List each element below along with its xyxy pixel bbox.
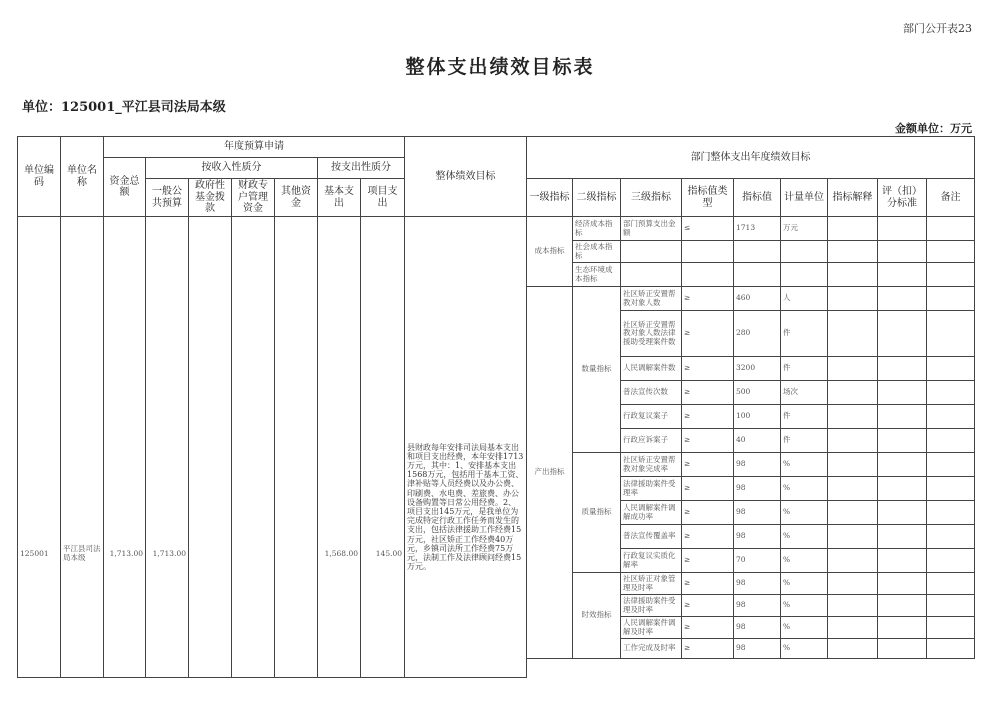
special-cell <box>232 217 275 678</box>
level3-cell: 法律援助案件受理率 <box>621 477 682 501</box>
value-cell: 98 <box>734 617 781 639</box>
header-group: 部门整体支出年度绩效目标 <box>527 137 975 179</box>
level3-cell: 社区矫正对象管理及时率 <box>621 573 682 595</box>
value-cell: 40 <box>734 429 781 453</box>
table-row <box>527 241 975 263</box>
unit-cell: % <box>781 453 828 477</box>
header-value: 指标值 <box>734 179 781 217</box>
value-cell: 500 <box>734 381 781 405</box>
unit-cell: 件 <box>781 311 828 357</box>
level1-output: 产出指标 <box>527 287 573 659</box>
value-type-cell: ≥ <box>682 405 734 429</box>
level3-cell: 社区矫正安置帮教对象人数法律援助受理案件数 <box>621 311 682 357</box>
level3-cell: 普法宣传覆盖率 <box>621 525 682 549</box>
value-cell: 98 <box>734 525 781 549</box>
unit-cell: 人 <box>781 287 828 311</box>
score-cell <box>878 217 927 241</box>
value-cell: 98 <box>734 453 781 477</box>
value-cell: 1713 <box>734 217 781 241</box>
level3-cell: 法律援助案件受理及时率 <box>621 595 682 617</box>
level3-cell: 人民调解案件数 <box>621 357 682 381</box>
unit-label: 单位：125001_平江县司法局本级 <box>22 100 226 115</box>
header-value-type: 指标值类型 <box>682 179 734 217</box>
header-unit-code: 单位编码 <box>18 137 61 217</box>
level2-cell: 经济成本指标 <box>573 217 621 241</box>
level3-cell: 人民调解案件调解及时率 <box>621 617 682 639</box>
unit-cell: % <box>781 595 828 617</box>
value-cell: 98 <box>734 595 781 617</box>
unit-name-cell: 平江县司法局本级 <box>61 217 104 678</box>
table-row <box>527 453 975 477</box>
unit-cell: 件 <box>781 357 828 381</box>
header-unit-name: 单位名称 <box>61 137 104 217</box>
table-row <box>527 287 975 311</box>
general-cell: 1,713.00 <box>146 217 189 678</box>
header-explain: 指标解释 <box>828 179 878 217</box>
unit-cell: % <box>781 501 828 525</box>
value-type-cell: ≥ <box>682 525 734 549</box>
table-row <box>527 573 975 595</box>
unit-cell: % <box>781 525 828 549</box>
unit-cell: % <box>781 617 828 639</box>
value-type-cell: ≥ <box>682 477 734 501</box>
value-type-cell: ≥ <box>682 595 734 617</box>
header-gov-fund: 政府性基金拨款 <box>189 179 232 217</box>
unit-cell: % <box>781 549 828 573</box>
table-number: 部门公开表23 <box>903 22 972 35</box>
header-total: 资金总额 <box>104 158 146 217</box>
page-title: 整体支出绩效目标表 <box>405 56 595 78</box>
unit-cell: % <box>781 477 828 501</box>
unit-cell: 万元 <box>781 217 828 241</box>
value-type-cell: ≥ <box>682 453 734 477</box>
table-row <box>527 217 975 241</box>
value-cell: 100 <box>734 405 781 429</box>
header-special: 财政专户管理资金 <box>232 179 275 217</box>
level3-cell: 工作完成及时率 <box>621 639 682 659</box>
budget-table <box>17 136 527 678</box>
header-level1: 一级指标 <box>527 179 573 217</box>
unit-cell: 件 <box>781 429 828 453</box>
value-cell: 280 <box>734 311 781 357</box>
level3-cell: 社区矫正安置帮教对象人数 <box>621 287 682 311</box>
level3-cell: 人民调解案件调解成功率 <box>621 501 682 525</box>
basic-cell: 1,568.00 <box>318 217 361 678</box>
value-type-cell: ≥ <box>682 639 734 659</box>
gov-fund-cell <box>189 217 232 678</box>
level2-timeliness: 时效指标 <box>573 573 621 659</box>
header-by-expense: 按支出性质分 <box>318 158 405 179</box>
value-type-cell: ≥ <box>682 549 734 573</box>
value-type-cell: ≥ <box>682 429 734 453</box>
goal-text-cell: 县财政每年安排司法局基本支出和项目支出经费，本年安排1713万元，其中：1、安排基本支出1568万元，包括用于基本工资、津补贴等人员经费以及办公费、印刷费、水电费、差旅费、办公设备购置等日常公用经费。2、项目支出145万元，是我单位为完成特定行政工作任务而发生的支出，包括法律援助工作经费15万元，社区矫正工作经费40万元，乡镇司法所工作经费75万元，法制工作及法律顾问经费15万元。 <box>405 217 527 678</box>
performance-table <box>526 136 975 659</box>
level3-cell: 普法宣传次数 <box>621 381 682 405</box>
table-row <box>527 263 975 287</box>
value-type-cell: ≥ <box>682 501 734 525</box>
level3-cell: 部门预算支出金额 <box>621 217 682 241</box>
value-type-cell: ≥ <box>682 287 734 311</box>
header-basic: 基本支出 <box>318 179 361 217</box>
header-unit: 计量单位 <box>781 179 828 217</box>
level3-cell: 社区矫正安置帮教对象完成率 <box>621 453 682 477</box>
header-remark: 备注 <box>927 179 975 217</box>
value-cell: 70 <box>734 549 781 573</box>
level2-quantity: 数量指标 <box>573 287 621 453</box>
value-type-cell: ≥ <box>682 573 734 595</box>
value-cell: 98 <box>734 477 781 501</box>
level3-cell: 行政应诉案子 <box>621 429 682 453</box>
value-type-cell: ≥ <box>682 311 734 357</box>
unit-code-cell: 125001 <box>18 217 61 678</box>
value-type-cell: ≥ <box>682 617 734 639</box>
value-cell: 98 <box>734 639 781 659</box>
header-project: 项目支出 <box>361 179 405 217</box>
value-type-cell: ≥ <box>682 357 734 381</box>
remark-cell <box>927 217 975 241</box>
table-row <box>18 217 527 678</box>
header-goal: 整体绩效目标 <box>405 137 527 217</box>
unit-cell: % <box>781 639 828 659</box>
level1-cost: 成本指标 <box>527 217 573 287</box>
amount-unit-label: 金额单位：万元 <box>895 122 972 135</box>
value-type-cell: ≤ <box>682 217 734 241</box>
project-cell: 145.00 <box>361 217 405 678</box>
level3-cell: 行政复议实质化解率 <box>621 549 682 573</box>
explain-cell <box>828 217 878 241</box>
unit-cell: 件 <box>781 405 828 429</box>
level2-quality: 质量指标 <box>573 453 621 573</box>
header-budget-apply: 年度预算申请 <box>104 137 405 158</box>
header-level2: 二级指标 <box>573 179 621 217</box>
value-cell: 98 <box>734 501 781 525</box>
header-general: 一般公共预算 <box>146 179 189 217</box>
header-score: 评（扣）分标准 <box>878 179 927 217</box>
value-type-cell: ≥ <box>682 381 734 405</box>
header-other: 其他资金 <box>275 179 318 217</box>
unit-cell: % <box>781 573 828 595</box>
other-cell <box>275 217 318 678</box>
header-level3: 三级指标 <box>621 179 682 217</box>
value-cell: 3200 <box>734 357 781 381</box>
header-by-income: 按收入性质分 <box>146 158 318 179</box>
level2-cell: 社会成本指标 <box>573 241 621 263</box>
level3-cell: 行政复议案子 <box>621 405 682 429</box>
total-cell: 1,713.00 <box>104 217 146 678</box>
value-cell: 460 <box>734 287 781 311</box>
value-cell: 98 <box>734 573 781 595</box>
unit-cell: 场次 <box>781 381 828 405</box>
level2-cell: 生态环境成本指标 <box>573 263 621 287</box>
